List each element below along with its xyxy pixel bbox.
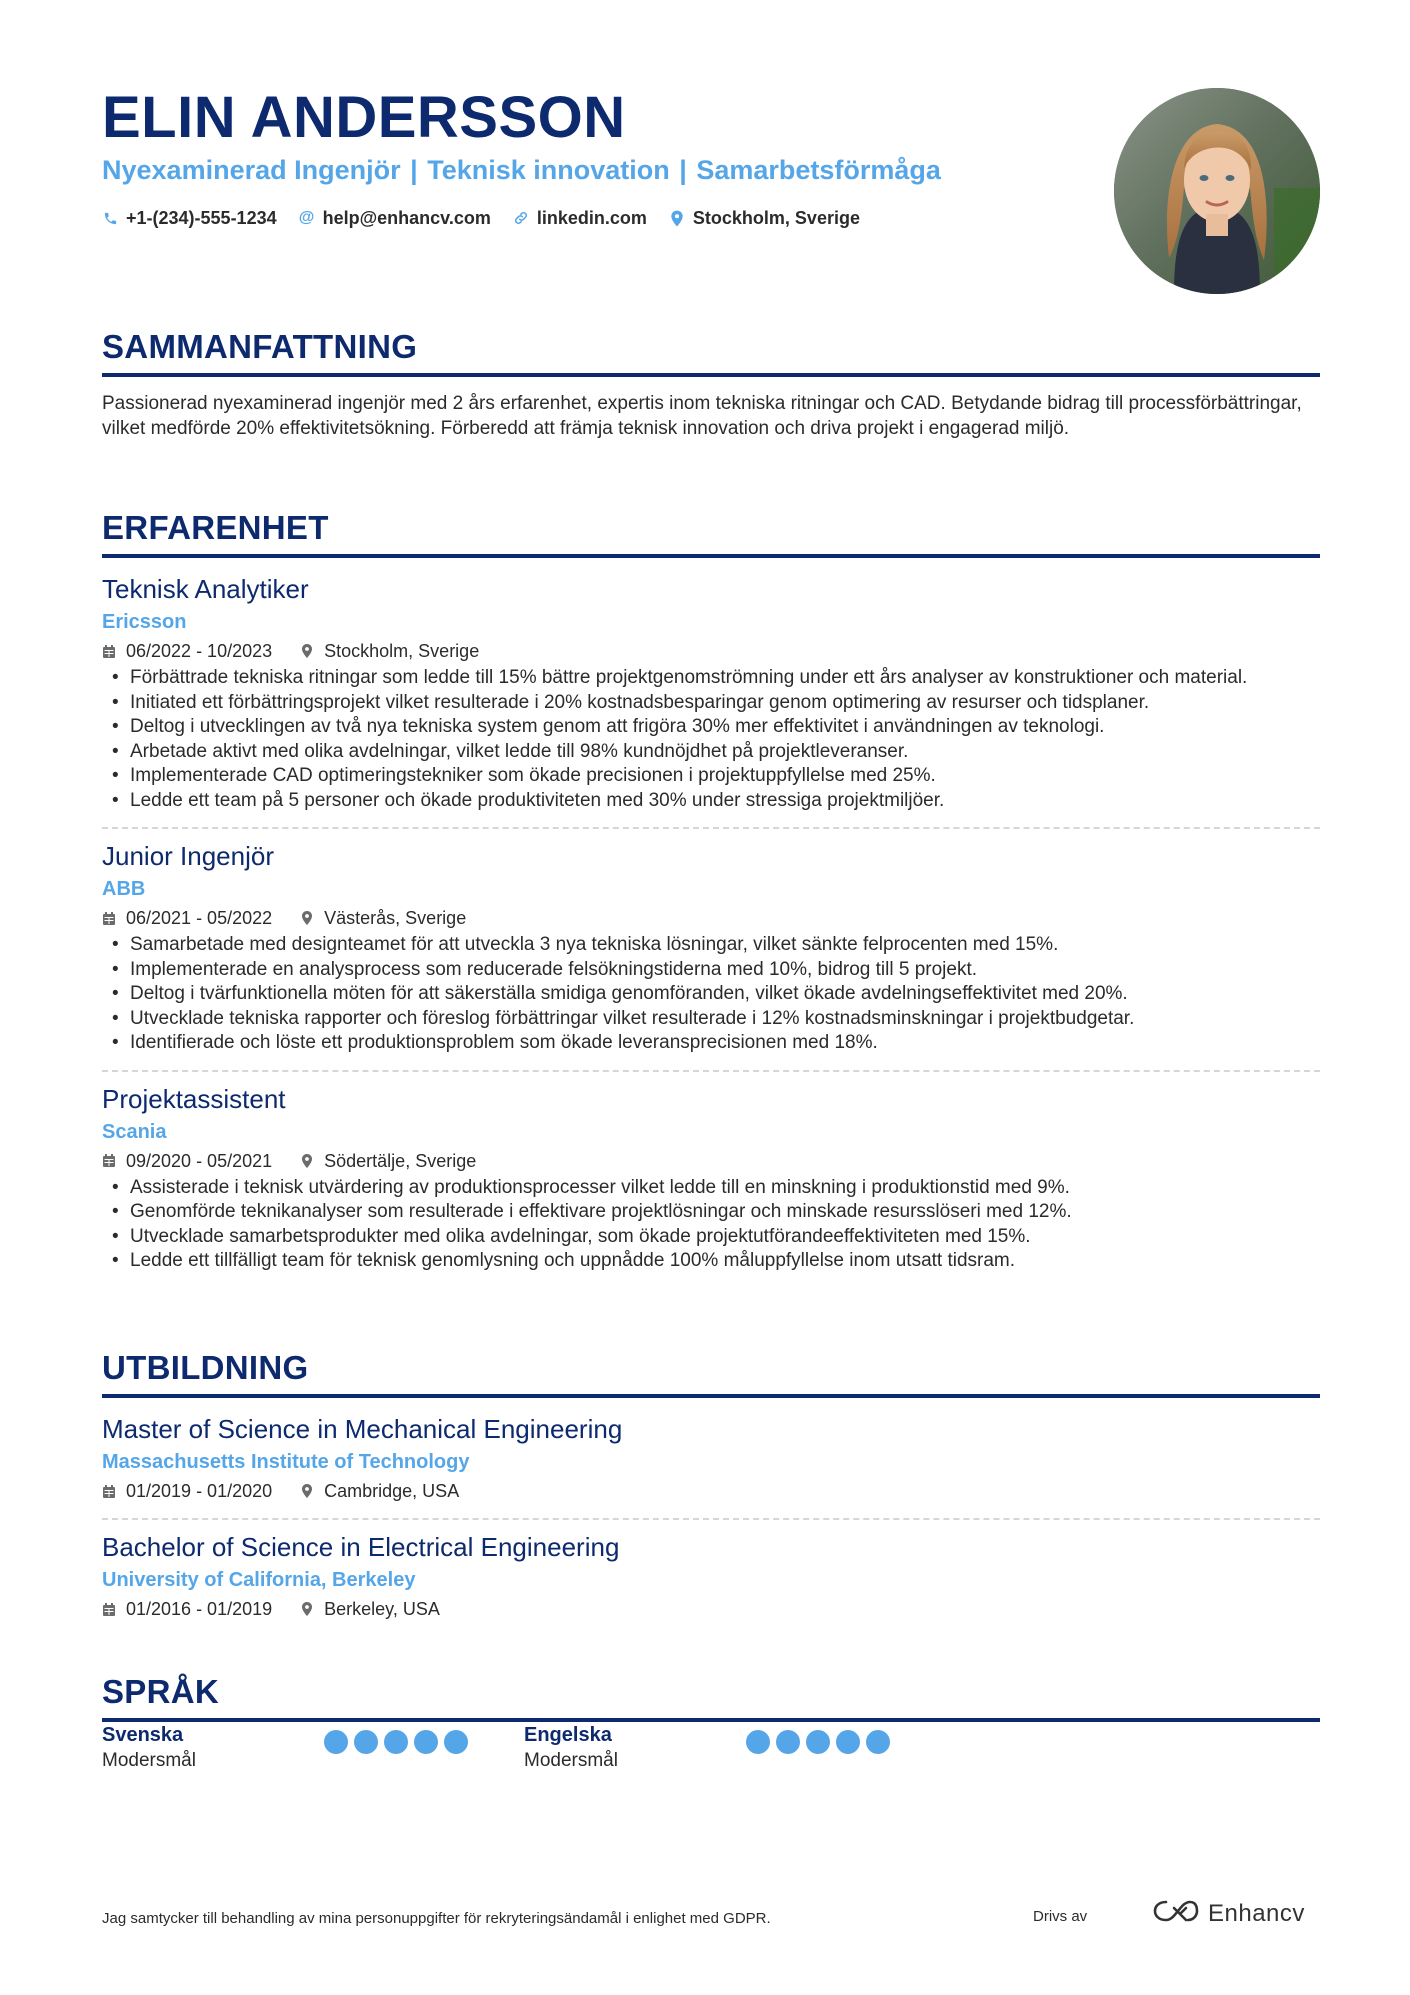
list-item: • Implementerade CAD optimeringstekniker som ökade precisionen i projektuppfyllelse med 25%. xyxy=(102,764,1320,789)
enhancv-logo-icon xyxy=(1152,1898,1200,1929)
entry-location xyxy=(300,638,479,664)
summary-text: Passionerad nyexaminerad ingenjör med 2 års erfarenhet, expertis inom tekniska ritningar och CAD. Betydande bidrag till processförbättringar, vilket medförde 20% effektivitetsökning. Förberedd att främja teknisk innovation och driva projekt i engagerad miljö. xyxy=(102,393,1302,439)
section-title-experience: ERFARENHET xyxy=(102,509,329,546)
list-item: • Ledde ett tillfälligt team för teknisk genomlysning och uppnådde 100% måluppfyllelse inom utsatt tidsram. xyxy=(102,1249,1320,1274)
profile-photo xyxy=(1114,88,1320,294)
section-rule xyxy=(102,373,1320,377)
language-name: Engelska xyxy=(524,1724,612,1746)
company-name[interactable]: ABB xyxy=(102,878,146,900)
calendar-icon xyxy=(102,1484,116,1499)
date-text: 06/2022 - 10/2023 xyxy=(126,641,273,661)
date-text: 09/2020 - 05/2021 xyxy=(126,1150,273,1171)
list-item: • Genomförde teknikanalyser som resulterade i effektivare projektlösningar och minskade resursslöseri med 12%. xyxy=(102,1200,1320,1225)
language-rating xyxy=(324,1730,468,1754)
linkedin-text: linkedin.com xyxy=(536,207,647,228)
location-text: Cambridge, USA xyxy=(324,1481,460,1501)
job-title: Projektassistent xyxy=(102,1083,286,1114)
language-level: Modersmål xyxy=(102,1750,196,1771)
at-icon: @ xyxy=(298,209,315,226)
rating-dot xyxy=(444,1730,468,1754)
education-entry xyxy=(102,1412,1320,1520)
rating-dot xyxy=(354,1730,378,1754)
language-name: Svenska xyxy=(102,1724,184,1746)
email-text: help@enhancv.com xyxy=(322,207,491,228)
job-title: Teknisk Analytiker xyxy=(102,574,309,604)
brand-name: Enhancv xyxy=(1208,1899,1305,1927)
rating-dot xyxy=(324,1730,348,1754)
map-pin-icon xyxy=(300,910,314,926)
list-item: • Arbetade aktivt med olika avdelningar, vilket ledde till 98% kundnöjdhet på projektleveranser. xyxy=(102,740,1320,765)
rating-dot xyxy=(866,1730,890,1754)
date-text: 01/2019 - 01/2020 xyxy=(126,1481,273,1501)
rating-dot xyxy=(776,1730,800,1754)
experience-entry xyxy=(102,839,1320,1072)
headline xyxy=(102,152,941,188)
degree-title: Bachelor of Science in Electrical Engineering xyxy=(102,1532,620,1562)
entry-location xyxy=(300,1148,476,1174)
gdpr-consent: Jag samtycker till behandling av mina personuppgifter för rekryteringsändamål i enlighet med GDPR. xyxy=(102,1910,771,1927)
phone-icon xyxy=(102,211,118,226)
map-pin-icon xyxy=(300,1601,314,1617)
language-item xyxy=(102,1722,482,1782)
headline-part: Samarbetsförmåga xyxy=(696,155,941,185)
location-text: Södertälje, Sverige xyxy=(324,1150,477,1171)
entry-divider xyxy=(102,827,1320,829)
date-range xyxy=(102,1478,272,1504)
entry-meta xyxy=(102,638,1320,664)
headline-separator: | xyxy=(410,155,418,185)
brand-logo[interactable] xyxy=(1152,1898,1305,1929)
contact-location xyxy=(669,208,860,229)
location-text: Stockholm, Sverige xyxy=(692,207,860,228)
language-item xyxy=(524,1722,904,1782)
section-rule xyxy=(102,554,1320,558)
entry-meta xyxy=(102,1148,1320,1174)
list-item: • Implementerade en analysprocess som reducerade felsökningstiderna med 10%, bidrog till 5 projekt. xyxy=(102,958,1320,983)
list-item: • Ledde ett team på 5 personer och ökade produktiviteten med 30% under stressiga projektmiljöer. xyxy=(102,789,1320,814)
rating-dot xyxy=(746,1730,770,1754)
rating-dot xyxy=(806,1730,830,1754)
map-pin-icon xyxy=(300,643,314,659)
headline-part: Nyexaminerad Ingenjör xyxy=(102,155,401,185)
phone-text: +1-(234)-555-1234 xyxy=(126,207,277,228)
date-text: 01/2016 - 01/2019 xyxy=(126,1599,273,1619)
calendar-icon xyxy=(102,1602,116,1617)
contact-bar xyxy=(102,204,860,232)
experience-section xyxy=(102,508,1320,1274)
experience-entry xyxy=(102,1082,1320,1274)
date-range xyxy=(102,1148,272,1174)
date-text: 06/2021 - 05/2022 xyxy=(126,908,273,928)
list-item: • Deltog i tvärfunktionella möten för att säkerställa smidiga genomföranden, vilket ökade avdelningseffektivitet med 20%. xyxy=(102,982,1320,1007)
contact-phone[interactable] xyxy=(102,208,277,229)
entry-meta xyxy=(102,905,1320,931)
education-entry xyxy=(102,1530,1320,1622)
entry-meta xyxy=(102,1478,1320,1504)
entry-divider xyxy=(102,1070,1320,1072)
summary-section xyxy=(102,327,1320,441)
entry-meta xyxy=(102,1596,1320,1622)
section-title-education: UTBILDNING xyxy=(102,1349,309,1386)
section-title-summary: SAMMANFATTNING xyxy=(102,328,418,365)
location-text: Västerås, Sverige xyxy=(324,908,467,928)
powered-by-label: Drivs av xyxy=(1033,1908,1088,1925)
company-name[interactable]: Ericsson xyxy=(102,611,187,633)
rating-dot xyxy=(836,1730,860,1754)
location-text: Berkeley, USA xyxy=(324,1599,440,1619)
headline-part: Teknisk innovation xyxy=(427,155,670,185)
school-name[interactable]: Massachusetts Institute of Technology xyxy=(102,1451,470,1473)
language-rating xyxy=(746,1730,890,1754)
job-title: Junior Ingenjör xyxy=(102,841,274,871)
date-range xyxy=(102,638,272,664)
headline-separator: | xyxy=(679,155,687,185)
link-icon xyxy=(513,210,529,226)
languages-section xyxy=(102,1672,1320,1722)
list-item: • Identifierade och löste ett produktionsproblem som ökade leveransprecisionen med 18%. xyxy=(102,1031,1320,1056)
achievement-list xyxy=(102,1176,1320,1274)
map-pin-icon xyxy=(669,210,685,227)
location-text: Stockholm, Sverige xyxy=(324,641,480,661)
degree-title: Master of Science in Mechanical Engineering xyxy=(102,1414,623,1444)
company-name[interactable]: Scania xyxy=(102,1120,167,1143)
map-pin-icon xyxy=(300,1483,314,1499)
list-item: • Initiated ett förbättringsprojekt vilket resulterade i 20% kostnadsbesparingar genom optimering av resurser och tidsplaner. xyxy=(102,691,1320,716)
contact-email[interactable] xyxy=(299,208,491,229)
map-pin-icon xyxy=(300,1153,314,1169)
list-item: • Utvecklade samarbetsprodukter med olika avdelningar, som ökade projektutförandeeffektiviteten med 15%. xyxy=(102,1225,1320,1250)
calendar-icon xyxy=(102,911,116,926)
entry-location xyxy=(300,905,466,931)
rating-dot xyxy=(414,1730,438,1754)
list-item: • Förbättrade tekniska ritningar som ledde till 15% bättre projektgenomströmning under ett års analyser av konstruktioner och material. xyxy=(102,666,1320,691)
school-name[interactable]: University of California, Berkeley xyxy=(102,1569,416,1591)
calendar-icon xyxy=(102,644,116,659)
entry-location xyxy=(300,1596,440,1622)
list-item: • Utvecklade tekniska rapporter och föreslog förbättringar vilket resulterade i 12% kostnadsminskningar i projektbudgetar. xyxy=(102,1007,1320,1032)
date-range xyxy=(102,1596,272,1622)
date-range xyxy=(102,905,272,931)
entry-location xyxy=(300,1478,459,1504)
achievement-list xyxy=(102,666,1320,813)
entry-divider xyxy=(102,1518,1320,1520)
achievement-list xyxy=(102,933,1320,1056)
section-title-languages: SPRÅK xyxy=(102,1673,220,1710)
section-rule xyxy=(102,1394,1320,1398)
list-item: • Deltog i utvecklingen av två nya tekniska system genom att frigöra 30% mer effektivitet i användningen av teknologi. xyxy=(102,715,1320,740)
education-section xyxy=(102,1348,1320,1622)
language-level: Modersmål xyxy=(524,1750,618,1771)
experience-entry xyxy=(102,572,1320,829)
list-item: • Assisterade i teknisk utvärdering av produktionsprocesser vilket ledde till en minskning i produktionstid med 9%. xyxy=(102,1176,1320,1201)
rating-dot xyxy=(384,1730,408,1754)
calendar-icon xyxy=(102,1153,116,1168)
list-item: • Samarbetade med designteamet för att utveckla 3 nya tekniska lösningar, vilket sänkte felprocenten med 15%. xyxy=(102,933,1320,958)
contact-linkedin[interactable] xyxy=(513,208,647,229)
candidate-name: ELIN ANDERSSON xyxy=(102,85,626,150)
